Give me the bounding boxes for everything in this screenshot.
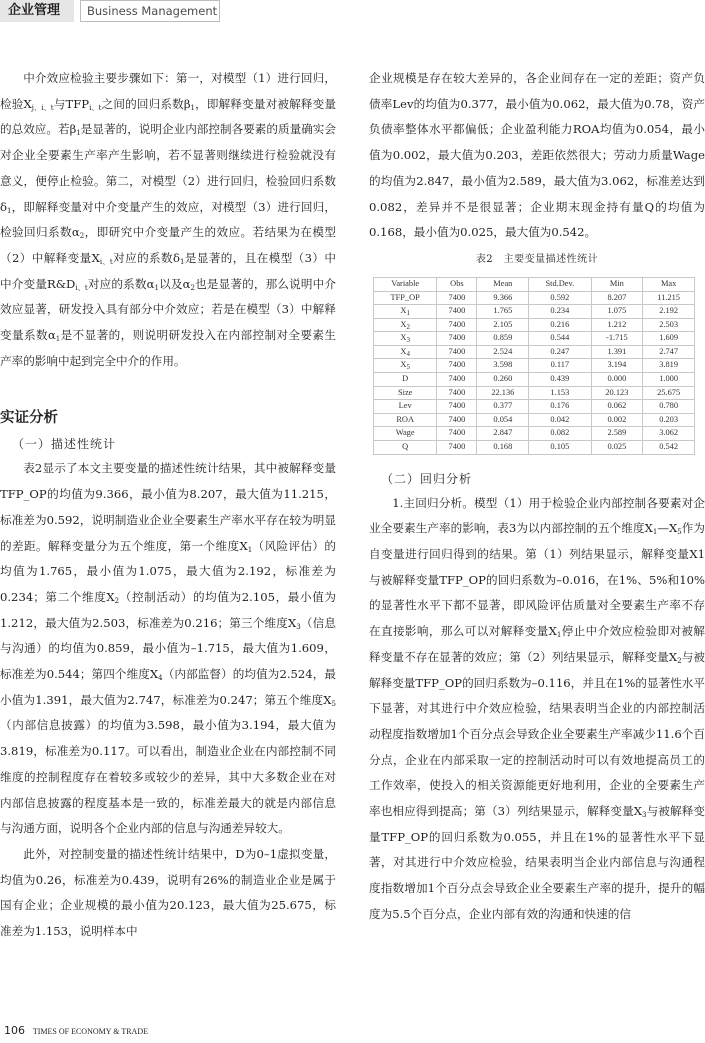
value-cell: 1.212 — [591, 318, 643, 332]
section-label-english: Business Management — [80, 0, 220, 22]
subscript: 3 — [406, 336, 410, 345]
descriptive-stats-table — [373, 277, 695, 455]
header-cell: Std.Dev. — [529, 277, 591, 291]
value-cell: 0.439 — [529, 373, 591, 387]
variable-cell: $X_4$ — [374, 345, 437, 359]
subscript: 3 — [296, 622, 301, 631]
page-footer — [4, 1024, 148, 1037]
paragraph: 企业规模是存在较大差异的，各企业间存在一定的差距；资产负债率Lev的均值为0.377，最小值为0.062，最大值为0.78，资产负债率整体水平都偏低；企业盈利能力ROA均值为0.054，最小值为0.002，最大值为0.203，差距依然很大；劳动力质量Wage的均值为2.847，最小值为2.589，最大值为3.062，标准差达到0.082，差异并不是很显著；企业期末现金持有量Q的均值为0.168，最小值为0.025，最大值为0.542。 — [369, 71, 705, 240]
header-cell: Obs — [437, 277, 477, 291]
table-row — [374, 427, 695, 441]
table-row — [374, 291, 695, 305]
subscript: 2 — [79, 232, 85, 241]
value-cell: 7400 — [437, 400, 477, 414]
value-cell: 3.062 — [643, 427, 695, 441]
subscript: 2 — [406, 322, 410, 331]
subscript: 4 — [406, 349, 410, 358]
table-body — [374, 291, 695, 454]
subscript: 1 — [190, 103, 195, 112]
subscript: 2 — [114, 596, 120, 605]
value-cell: 0.042 — [529, 413, 591, 427]
subscript: i、t — [89, 103, 102, 112]
value-cell: 7400 — [437, 318, 477, 332]
variable-cell: TFP_OP — [374, 291, 437, 305]
value-cell: 0.780 — [643, 400, 695, 414]
value-cell: 0.062 — [591, 400, 643, 414]
paragraph: 表2显示了本文主要变量的描述性统计结果，其中被解释变量TFP_OP的均值为9.366，最小值为8.207，最大值为11.215，标准差为0.592，说明制造业企业全要素生产率水平存在较为明显的差距。解释变量分为五个维度，第一个维度$X_1$（风险评估）的均值为1.765，最小值为1.075，最大值为2.192，标准差为0.234；第二个维度$X_2$（控制活动）的均值为2.105，最小值为1.212，最大值为2.503，标准差为0.216；第三个维度$X_3$（信息与沟通）的均值为0.859，最小值为–1.715，最大值为1.609，标准差为0.544；第四个维度$X_4$（内部监督）的均值为2.524，最小值为1.391，最大值为2.747，标准差为0.247；第五个维度$X_5$（内部信息披露）的均值为3.598，最小值为3.194，最大值为3.819，标准差为0.117。可以看出，制造业企业在内部控制不同维度的控制程度存在着较多或较少的差异，其中大多数企业在对内部信息披露的程度基本是一致的，标准差最大的就是内部信息与沟通方面，说明各个企业内部的信息与沟通差异较大。 — [0, 461, 336, 836]
subscript: 1 — [247, 545, 253, 554]
value-cell: 7400 — [437, 359, 477, 373]
value-cell: 7400 — [437, 441, 477, 455]
value-cell: 1.765 — [477, 305, 529, 319]
journal-name: TIMES OF ECONOMY & TRADE — [32, 1027, 148, 1036]
right-column — [369, 66, 705, 928]
value-cell: 7400 — [437, 345, 477, 359]
value-cell: 11.215 — [643, 291, 695, 305]
table-row — [374, 413, 695, 427]
value-cell: 0.859 — [477, 332, 529, 346]
table-row — [374, 386, 695, 400]
table-row — [374, 305, 695, 319]
value-cell: 0.216 — [529, 318, 591, 332]
subscript: 3 — [642, 811, 647, 820]
subscript: 4 — [158, 674, 163, 683]
header-cell: Variable — [374, 277, 437, 291]
value-cell: 20.123 — [591, 386, 643, 400]
value-cell: 1.609 — [643, 332, 695, 346]
section-label: 企业管理 — [0, 0, 74, 22]
value-cell: 7400 — [437, 413, 477, 427]
value-cell: 3.194 — [591, 359, 643, 373]
variable-cell: ROA — [374, 413, 437, 427]
header-cell: Max — [643, 277, 695, 291]
table-row — [374, 359, 695, 373]
value-cell: 1.000 — [643, 373, 695, 387]
subsection-heading: （二）回归分析 — [381, 471, 473, 486]
variable-cell: $X_3$ — [374, 332, 437, 346]
value-cell: 0.203 — [643, 413, 695, 427]
value-cell: 2.747 — [643, 345, 695, 359]
value-cell: 1.075 — [591, 305, 643, 319]
value-cell: 0.105 — [529, 441, 591, 455]
subscript: 1 — [154, 283, 159, 292]
value-cell: 0.025 — [591, 441, 643, 455]
paragraph: 此外，对控制变量的描述性统计结果中，D为0–1虚拟变量，均值为0.26，标准差为0.439，说明有26%的制造业企业是属于国有企业；企业规模的最小值为20.123，最大值为25.675，标准差为1.153，说明样本中 — [0, 846, 336, 939]
value-cell: 1.391 — [591, 345, 643, 359]
variable-cell: $X_5$ — [374, 359, 437, 373]
value-cell: 0.176 — [529, 400, 591, 414]
subscript: 5 — [331, 699, 336, 708]
variable-cell: D — [374, 373, 437, 387]
value-cell: 0.260 — [477, 373, 529, 387]
subscript: i、t — [75, 283, 88, 292]
value-cell: 7400 — [437, 291, 477, 305]
variable-cell: Wage — [374, 427, 437, 441]
value-cell: 8.207 — [591, 291, 643, 305]
subscript: i、t — [99, 257, 113, 266]
table-row — [374, 332, 695, 346]
value-cell: 0.592 — [529, 291, 591, 305]
subscript: 2 — [677, 656, 682, 665]
value-cell: 0.054 — [477, 413, 529, 427]
value-cell: 22.136 — [477, 386, 529, 400]
value-cell: 3.598 — [477, 359, 529, 373]
value-cell: 2.105 — [477, 318, 529, 332]
value-cell: 0.544 — [529, 332, 591, 346]
page-header — [0, 0, 705, 24]
subscript: 1 — [6, 206, 12, 215]
value-cell: 0.247 — [529, 345, 591, 359]
paragraph: 1.主回归分析。模型（1）用于检验企业内部控制各要素对企业全要素生产率的影响，表3为以内部控制的五个维度$X_1—X_5$作为自变量进行回归得到的结果。第（1）列结果显示，解释变量X1与被解释变量TFP_OP的回归系数为–0.016，在1%、5%和10%的显著性水平下都不显著，即风险评估质量对全要素生产率不存在直接影响，那么可以对解释变量$X_1$停止中介效应检验即对被解释变量不存在显著的效应；第（2）列结果显示，解释变量$X_2$与被解释变量TFP_OP的回归系数为–0.116，并且在1%的显著性水平下显著，对其进行中介效应检验，结果表明当企业的内部控制活动程度指数增加1个百分点会导致企业全要素生产率减少11.6个百分点，企业在内部采取一定的控制活动时可以有效地提高员工的工作效率，使投入的相关资源能更好地利用，企业的全要素生产率也相应得到提高；第（3）列结果显示，解释变量$X_3$与被解释变量TFP_OP的回归系数为0.055，并且在1%的显著性水平下显著，对其进行中介效应检验，结果表明当企业内部信息与沟通程度指数增加1个百分点会导致企业全要素生产率的提升，提升的幅度为5.5个百分点，企业内部有效的沟通和快速的信 — [369, 495, 705, 921]
header-cell: Mean — [477, 277, 529, 291]
value-cell: 0.377 — [477, 400, 529, 414]
value-cell: 0.168 — [477, 441, 529, 455]
value-cell: 0.542 — [643, 441, 695, 455]
variable-cell: Size — [374, 386, 437, 400]
value-cell: 25.675 — [643, 386, 695, 400]
subscript: 1 — [76, 129, 81, 138]
table-row — [374, 318, 695, 332]
subscript: 1 — [556, 631, 562, 640]
left-column — [0, 66, 336, 945]
variable-cell: Lev — [374, 400, 437, 414]
value-cell: 2.503 — [643, 318, 695, 332]
subsection-heading: （一）描述性统计 — [12, 437, 117, 452]
value-cell: 0.082 — [529, 427, 591, 441]
value-cell: 2.589 — [591, 427, 643, 441]
subscript: 2 — [190, 283, 195, 292]
value-cell: 7400 — [437, 427, 477, 441]
value-cell: 2.192 — [643, 305, 695, 319]
variable-cell: $X_2$ — [374, 318, 437, 332]
subscript: j、i、t — [31, 103, 54, 112]
subscript: 5 — [677, 528, 682, 537]
table-row — [374, 345, 695, 359]
value-cell: 0.234 — [529, 305, 591, 319]
value-cell: 7400 — [437, 332, 477, 346]
subscript: 1 — [180, 257, 185, 266]
value-cell: 0.000 — [591, 373, 643, 387]
section-heading: 实证分析 — [0, 410, 58, 427]
value-cell: 3.819 — [643, 359, 695, 373]
value-cell: 7400 — [437, 373, 477, 387]
subscript: 5 — [406, 363, 410, 372]
table-row — [374, 373, 695, 387]
subscript: 1 — [55, 335, 61, 344]
table-row — [374, 441, 695, 455]
value-cell: -1.715 — [591, 332, 643, 346]
variable-cell: Q — [374, 441, 437, 455]
subscript: 1 — [406, 309, 410, 318]
value-cell: 0.117 — [529, 359, 591, 373]
value-cell: 1.153 — [529, 386, 591, 400]
table-caption: 表2 主要变量描述性统计 — [475, 253, 599, 265]
value-cell: 7400 — [437, 305, 477, 319]
value-cell: 7400 — [437, 386, 477, 400]
value-cell: 2.847 — [477, 427, 529, 441]
variable-cell: $X_1$ — [374, 305, 437, 319]
subscript: 1 — [652, 528, 658, 537]
value-cell: 0.002 — [591, 413, 643, 427]
header-cell: Min — [591, 277, 643, 291]
value-cell: 9.366 — [477, 291, 529, 305]
paragraph: 中介效应检验主要步骤如下：第一，对模型（1）进行回归，检验$X_{j、i、t}$与$TFP_{i、t}$之间的回归系数$\beta_1$，即解释变量对被解释变量的总效应。若$\beta_1$是显著的，说明企业内部控制各要素的质量确实会对企业全要素生产率产生影响，若不显著则继续进行检验就没有意义，便停止检验。第二，对模型（2）进行回归，检验回归系数$\delta_1$，即解释变量对中介变量产生的效应，对模型（3）进行回归，检验回归系数$\alpha_2$，即研究中介变量产生的效应。若结果为在模型（2）中解释变量$X_{i、t}$对应的系数$\delta_1$是显著的，且在模型（3）中中介变量$R\&D_{i、t}$对应的系数$\alpha_1$以及$\alpha_2$也是显著的，那么说明中介效应显著，研发投入具有部分中介效应；若是在模型（3）中解释变量系数$\alpha_1$是不显著的，则说明研发投入在内部控制对全要素生产率的影响中起到完全中介的作用。 — [0, 71, 336, 368]
table-row — [374, 400, 695, 414]
page-number: 106 — [4, 1024, 25, 1037]
table-header-row — [374, 277, 695, 291]
value-cell: 2.524 — [477, 345, 529, 359]
